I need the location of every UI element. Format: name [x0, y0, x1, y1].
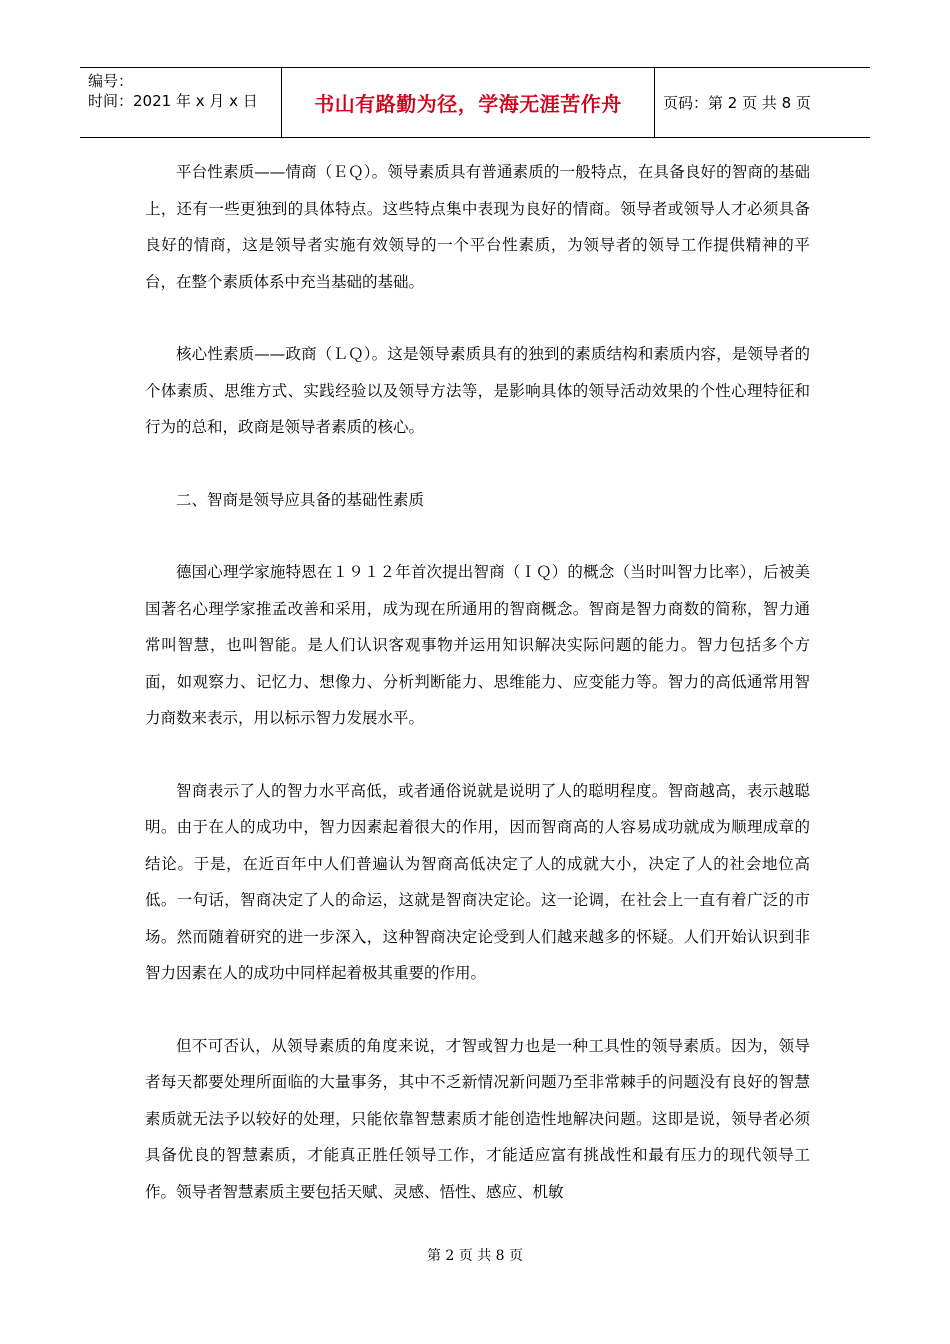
paragraph-iq-origin: 德国心理学家施特恩在１９１２年首次提出智商（ＩＱ）的概念（当时叫智力比率），后被美国著名心理学家推孟改善和采用，成为现在所通用的智商概念。智商是智力商数的简称，智力通常叫智慧，也叫智能。是人们认识客观事物并运用知识解决实际问题的能力。智力包括多个方面，如观察力、记忆力、想像力、分析判断能力、思维能力、应变能力等。智力的高低通常用智力商数来表示，用以标示智力发展水平。 [145, 563, 810, 727]
header-page-cell [655, 68, 870, 137]
document-body [145, 154, 810, 1210]
document-header [80, 67, 870, 138]
document-number-label: 编号： [88, 72, 134, 90]
header-page-label: 页码：第 2 页 共 8 页 [663, 94, 811, 112]
paragraph-leadership-intelligence: 但不可否认，从领导素质的角度来说，才智或智力也是一种工具性的领导素质。因为，领导者每天都要处理所面临的大量事务，其中不乏新情况新问题乃至非常棘手的问题没有良好的智慧素质就无法予以较好的处理，只能依靠智慧素质才能创造性地解决问题。这即是说，领导者必须具备优良的智慧素质，才能真正胜任领导工作，才能适应富有挑战性和最有压力的现代领导工作。领导者智慧素质主要包括天赋、灵感、悟性、感应、机敏 [145, 1036, 810, 1201]
page-footer: 第 2 页 共 8 页 [426, 1248, 524, 1264]
header-motto: 书山有路勤为径，学海无涯苦作舟 [314, 92, 622, 116]
header-motto-cell [282, 68, 655, 137]
document-time-label: 时间：2021 年 x 月 x 日 [88, 92, 258, 110]
paragraph-lq: 核心性素质——政商（ＬＱ）。这是领导素质具有的独到的素质结构和素质内容，是领导者的个体素质、思维方式、实践经验以及领导方法等，是影响具体的领导活动效果的个性心理特征和行为的总和，政商是领导者素质的核心。 [145, 345, 810, 436]
header-meta [80, 68, 282, 137]
paragraph-eq: 平台性素质——情商（ＥＱ）。领导素质具有普通素质的一般特点，在具备良好的智商的基础上，还有一些更独到的具体特点。这些特点集中表现为良好的情商。领导者或领导人才必须具备良好的情商，这是领导者实施有效领导的一个平台性素质，为领导者的领导工作提供精神的平台，在整个素质体系中充当基础的基础。 [145, 163, 810, 291]
section-heading: 二、智商是领导应具备的基础性素质 [176, 490, 425, 509]
paragraph-iq-meaning: 智商表示了人的智力水平高低，或者通俗说就是说明了人的聪明程度。智商越高，表示越聪明。由于在人的成功中，智力因素起着很大的作用，因而智商高的人容易成功就成为顺理成章的结论。于是，在近百年中人们普遍认为智商高低决定了人的成就大小，决定了人的社会地位高低。一句话，智商决定了人的命运，这就是智商决定论。这一论调，在社会上一直有着广泛的市场。然而随着研究的进一步深入，这种智商决定论受到人们越来越多的怀疑。人们开始认识到非智力因素在人的成功中同样起着极其重要的作用。 [145, 781, 810, 982]
